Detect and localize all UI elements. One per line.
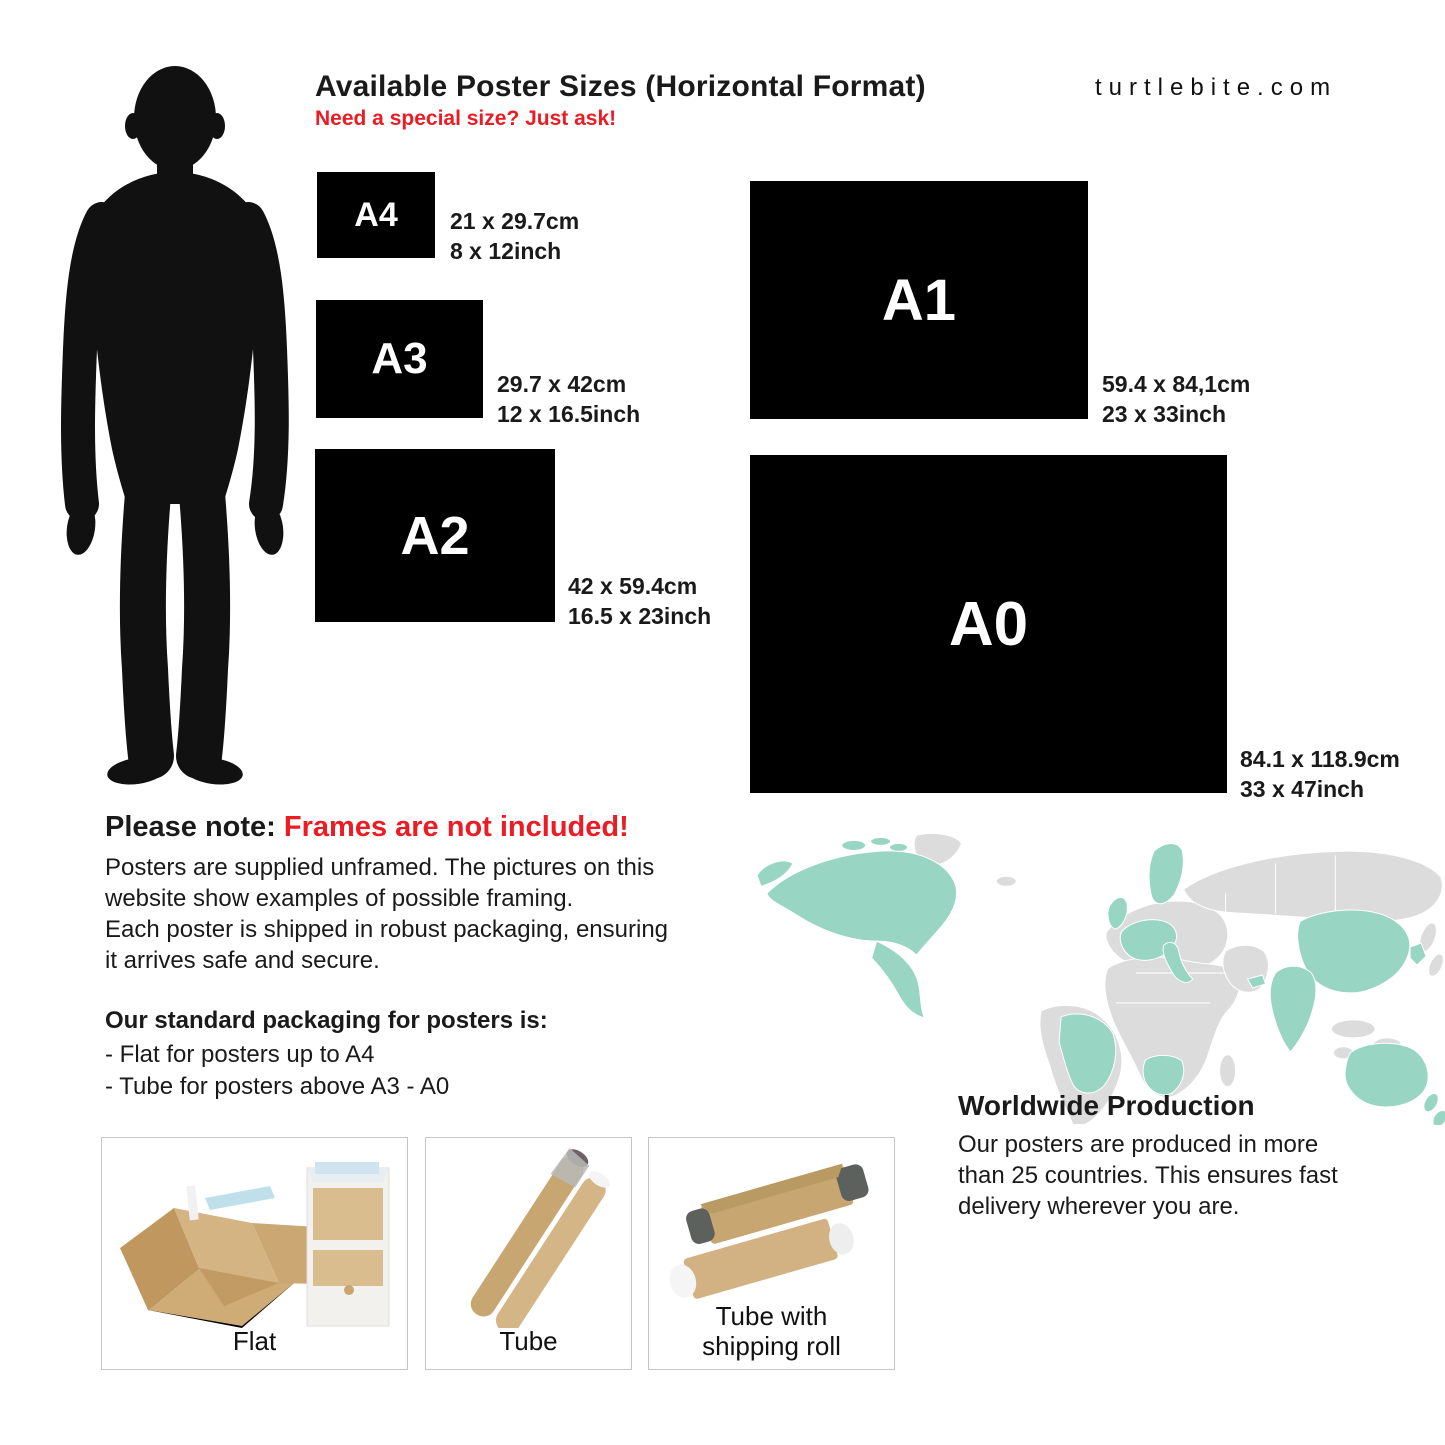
flat-packaging-illustration [102, 1138, 407, 1328]
poster-size-a1-label: A1 [881, 267, 957, 333]
tube-roll-label-line2: shipping roll [702, 1331, 841, 1361]
poster-size-a4-label: A4 [354, 195, 398, 234]
note-line: Each poster is shipped in robust packaging, ensuring [105, 916, 669, 943]
packaging-option-tube [425, 1137, 632, 1370]
note-heading-black: Please note: [105, 811, 284, 843]
note-line: website show examples of possible framing. [105, 885, 574, 912]
poster-size-a3-label: A3 [371, 334, 428, 383]
worldwide-line: than 25 countries. This ensures fast [958, 1162, 1338, 1189]
packaging-list [105, 1039, 449, 1103]
poster-size-a2-dimensions [568, 571, 711, 631]
worldwide-line: Our posters are produced in more [958, 1131, 1319, 1158]
a3-cm: 29.7 x 42cm [497, 371, 627, 397]
brand-logo: turtlebite.com [1095, 74, 1338, 101]
poster-size-a2 [315, 449, 555, 622]
a0-cm: 84.1 x 118.9cm [1240, 746, 1400, 772]
world-map [757, 833, 1445, 1125]
poster-size-a1-dimensions [1102, 369, 1250, 429]
poster-size-a4 [317, 172, 435, 258]
a1-inch: 23 x 33inch [1102, 401, 1227, 427]
a2-cm: 42 x 59.4cm [568, 573, 698, 599]
man-silhouette [58, 64, 292, 792]
packaging-option-tube-roll [648, 1137, 895, 1370]
poster-size-a0-label: A0 [948, 589, 1029, 659]
note-heading-red: Frames are not included! [283, 811, 629, 843]
flat-label: Flat [232, 1326, 277, 1356]
page-title: Available Poster Sizes (Horizontal Format) [315, 70, 926, 103]
poster-size-a1 [750, 181, 1088, 419]
a3-inch: 12 x 16.5inch [497, 401, 641, 427]
worldwide-paragraph [958, 1129, 1338, 1222]
packaging-item-flat: - Flat for posters up to A4 [105, 1041, 375, 1068]
a4-inch: 8 x 12inch [450, 238, 562, 264]
tube-roll-label-line1: Tube with [715, 1301, 828, 1331]
poster-size-a0 [750, 455, 1227, 793]
tube-packaging-illustration [426, 1138, 631, 1328]
note-heading [105, 811, 629, 844]
note-line: it arrives safe and secure. [105, 947, 380, 974]
poster-size-a3-dimensions [497, 369, 640, 429]
poster-size-a4-dimensions [450, 206, 579, 266]
packaging-option-flat [101, 1137, 408, 1370]
worldwide-line: delivery wherever you are. [958, 1193, 1240, 1220]
special-size-note: Need a special size? Just ask! [315, 107, 617, 130]
poster-size-a0-dimensions [1240, 744, 1400, 804]
a1-cm: 59.4 x 84,1cm [1102, 371, 1251, 397]
packaging-item-tube: - Tube for posters above A3 - A0 [105, 1073, 450, 1100]
worldwide-heading: Worldwide Production [958, 1090, 1255, 1121]
tube-roll-label [649, 1301, 894, 1361]
poster-size-a2-label: A2 [400, 505, 470, 566]
note-paragraph [105, 852, 668, 976]
tube-roll-packaging-illustration [649, 1138, 894, 1328]
packaging-heading: Our standard packaging for posters is: [105, 1007, 548, 1034]
a2-inch: 16.5 x 23inch [568, 603, 712, 629]
note-line: Posters are supplied unframed. The pictures on this [105, 854, 655, 881]
a0-inch: 33 x 47inch [1240, 776, 1365, 802]
tube-label: Tube [499, 1326, 558, 1356]
a4-cm: 21 x 29.7cm [450, 208, 580, 234]
poster-size-a3 [316, 300, 483, 418]
